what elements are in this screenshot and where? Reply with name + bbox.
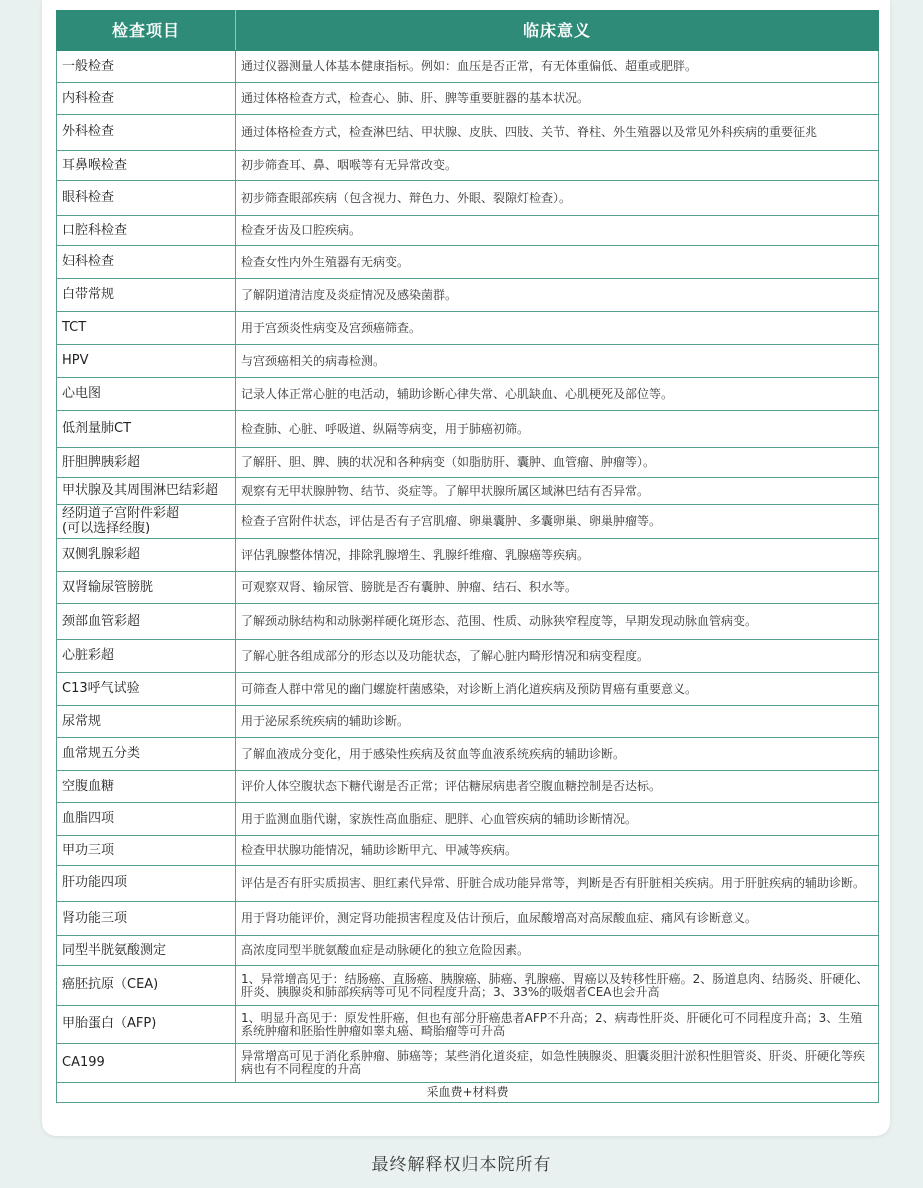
exam-item-name: 妇科检查: [57, 246, 236, 279]
exam-item-meaning: 评估乳腺整体情况，排除乳腺增生、乳腺纤维瘤、乳腺癌等疾病。: [236, 539, 879, 572]
table-row: [57, 411, 879, 448]
exam-item-name: 肝胆脾胰彩超: [57, 448, 236, 478]
exam-item-meaning: 检查甲状腺功能情况，辅助诊断甲亢、甲减等疾病。: [236, 836, 879, 866]
table-header-row: [57, 11, 879, 51]
table-row: [57, 604, 879, 640]
exam-item-meaning: 初步筛查眼部疾病（包含视力、辩色力、外眼、裂隙灯检查）。: [236, 181, 879, 216]
exam-item-name: 白带常规: [57, 279, 236, 312]
exam-item-meaning: 了解血液成分变化，用于感染性疾病及贫血等血液系统疾病的辅助诊断。: [236, 738, 879, 771]
exam-item-meaning: 1、明显升高见于：原发性肝癌，但也有部分肝癌患者AFP不升高；2、病毒性肝炎、肝硬化可不同程度升高；3、生殖系统肿瘤和胚胎性肿瘤如睾丸癌、畸胎瘤等可升高: [236, 1006, 879, 1044]
exam-item-meaning: 观察有无甲状腺肿物、结节、炎症等。了解甲状腺所属区域淋巴结有否异常。: [236, 478, 879, 505]
table-body: [57, 51, 879, 1083]
header-item: 检查项目: [57, 11, 236, 51]
exam-item-name: 血常规五分类: [57, 738, 236, 771]
table-row: [57, 836, 879, 866]
exam-item-meaning: 记录人体正常心脏的电活动，辅助诊断心律失常、心肌缺血、心肌梗死及部位等。: [236, 378, 879, 411]
exam-item-name: 肾功能三项: [57, 902, 236, 936]
exam-item-name: 颈部血管彩超: [57, 604, 236, 640]
exam-item-meaning: 了解阴道清洁度及炎症情况及感染菌群。: [236, 279, 879, 312]
table-row: [57, 51, 879, 83]
exam-item-name: 心电图: [57, 378, 236, 411]
exam-item-meaning: 检查子宫附件状态，评估是否有子宫肌瘤、卵巢囊肿、多囊卵巢、卵巢肿瘤等。: [236, 505, 879, 539]
table-row: [57, 866, 879, 902]
exam-item-meaning: 了解颈动脉结构和动脉粥样硬化斑形态、范围、性质、动脉狭窄程度等，早期发现动脉血管病变。: [236, 604, 879, 640]
exam-item-meaning: 评估是否有肝实质损害、胆红素代异常、肝脏合成功能异常等，判断是否有肝脏相关疾病。用于肝脏疾病的辅助诊断。: [236, 866, 879, 902]
table-row: [57, 181, 879, 216]
exam-item-name: 经阴道子宫附件彩超 (可以选择经腹): [57, 505, 236, 539]
exam-item-name: 口腔科检查: [57, 216, 236, 246]
exam-item-meaning: 通过仪器测量人体基本健康指标。例如：血压是否正常，有无体重偏低、超重或肥胖。: [236, 51, 879, 83]
table-row: [57, 478, 879, 505]
table-row: [57, 706, 879, 738]
exam-item-meaning: 用于宫颈炎性病变及宫颈癌筛查。: [236, 312, 879, 345]
exam-item-name: 空腹血糖: [57, 771, 236, 803]
disclaimer: 最终解释权归本院所有: [371, 1155, 552, 1175]
exam-item-name: 内科检查: [57, 83, 236, 115]
exam-item-meaning: 异常增高可见于消化系肿瘤、肺癌等；某些消化道炎症，如急性胰腺炎、胆囊炎胆汁淤积性胆管炎、肝炎、肝硬化等疾病也有不同程度的升高: [236, 1044, 879, 1083]
exam-item-name: 癌胚抗原（CEA): [57, 966, 236, 1006]
table-row: [57, 246, 879, 279]
table-row: [57, 640, 879, 673]
exam-item-name: 同型半胱氨酸测定: [57, 936, 236, 966]
exam-item-name: 甲胎蛋白（AFP): [57, 1006, 236, 1044]
exam-item-name: 双肾输尿管膀胱: [57, 572, 236, 604]
table-row: [57, 279, 879, 312]
exam-item-meaning: 评价人体空腹状态下糖代谢是否正常；评估糖尿病患者空腹血糖控制是否达标。: [236, 771, 879, 803]
exam-item-meaning: 用于肾功能评价，测定肾功能损害程度及估计预后，血尿酸增高对高尿酸血症、痛风有诊断意义。: [236, 902, 879, 936]
table-row: [57, 803, 879, 836]
table-row: [57, 83, 879, 115]
table-row: [57, 771, 879, 803]
exam-item-meaning: 检查肺、心脏、呼吸道、纵隔等病变，用于肺癌初筛。: [236, 411, 879, 448]
exam-item-name: 耳鼻喉检查: [57, 151, 236, 181]
exam-item-name: 甲功三项: [57, 836, 236, 866]
exam-item-name: 低剂量肺CT: [57, 411, 236, 448]
table-row: [57, 115, 879, 151]
table-row: [57, 1044, 879, 1083]
exam-item-meaning: 可筛查人群中常见的幽门螺旋杆菌感染，对诊断上消化道疾病及预防胃癌有重要意义。: [236, 673, 879, 706]
exam-item-meaning: 初步筛查耳、鼻、咽喉等有无异常改变。: [236, 151, 879, 181]
table-row: [57, 1006, 879, 1044]
exam-item-name: 肝功能四项: [57, 866, 236, 902]
table-row: [57, 936, 879, 966]
header-meaning: 临床意义: [236, 11, 879, 51]
exam-item-name: 血脂四项: [57, 803, 236, 836]
exam-item-meaning: 检查牙齿及口腔疾病。: [236, 216, 879, 246]
exam-item-meaning: 与宫颈癌相关的病毒检测。: [236, 345, 879, 378]
exam-item-meaning: 1、异常增高见于：结肠癌、直肠癌、胰腺癌、肺癌、乳腺癌、胃癌以及转移性肝癌。2、肠道息肉、结肠炎、肝硬化、肝炎、胰腺炎和肺部疾病等可见不同程度升高；3、33%的吸烟者CEA也会升高: [236, 966, 879, 1006]
table-row: [57, 673, 879, 706]
exam-item-name: C13呼气试验: [57, 673, 236, 706]
table-row: [57, 312, 879, 345]
table-row: [57, 902, 879, 936]
table-row: [57, 448, 879, 478]
exam-item-name: 一般检查: [57, 51, 236, 83]
exam-item-name: 外科检查: [57, 115, 236, 151]
exam-item-meaning: 了解心脏各组成部分的形态以及功能状态，了解心脏内畸形情况和病变程度。: [236, 640, 879, 673]
exam-item-name: 甲状腺及其周围淋巴结彩超: [57, 478, 236, 505]
table-row: [57, 378, 879, 411]
exam-item-meaning: 了解肝、胆、脾、胰的状况和各种病变（如脂肪肝、囊肿、血管瘤、肿瘤等）。: [236, 448, 879, 478]
exam-item-meaning: 通过体格检查方式，检查淋巴结、甲状腺、皮肤、四肢、关节、脊柱、外生殖器以及常见外科疾病的重要征兆: [236, 115, 879, 151]
exam-item-meaning: 可观察双肾、输尿管、膀胱是否有囊肿、肿瘤、结石、积水等。: [236, 572, 879, 604]
exam-item-name: 心脏彩超: [57, 640, 236, 673]
table-row: [57, 539, 879, 572]
exam-item-meaning: 用于监测血脂代谢，家族性高血脂症、肥胖、心血管疾病的辅助诊断情况。: [236, 803, 879, 836]
exam-item-meaning: 高浓度同型半胱氨酸血症是动脉硬化的独立危险因素。: [236, 936, 879, 966]
exam-item-meaning: 通过体格检查方式，检查心、肺、肝、脾等重要脏器的基本状况。: [236, 83, 879, 115]
exam-item-meaning: 检查女性内外生殖器有无病变。: [236, 246, 879, 279]
table-row: [57, 738, 879, 771]
exam-item-name: TCT: [57, 312, 236, 345]
table-row: [57, 345, 879, 378]
exam-items-table: [56, 10, 879, 1103]
exam-item-name: 尿常规: [57, 706, 236, 738]
exam-item-meaning: 用于泌尿系统疾病的辅助诊断。: [236, 706, 879, 738]
exam-item-name: 眼科检查: [57, 181, 236, 216]
table-row: [57, 216, 879, 246]
fee-note: 采血费+材料费: [57, 1083, 879, 1103]
table-row: [57, 572, 879, 604]
table-row: [57, 966, 879, 1006]
table-row: [57, 505, 879, 539]
exam-item-name: CA199: [57, 1044, 236, 1083]
table-row: [57, 151, 879, 181]
exam-item-name: 双侧乳腺彩超: [57, 539, 236, 572]
exam-item-name: HPV: [57, 345, 236, 378]
footer-row: [57, 1083, 879, 1103]
